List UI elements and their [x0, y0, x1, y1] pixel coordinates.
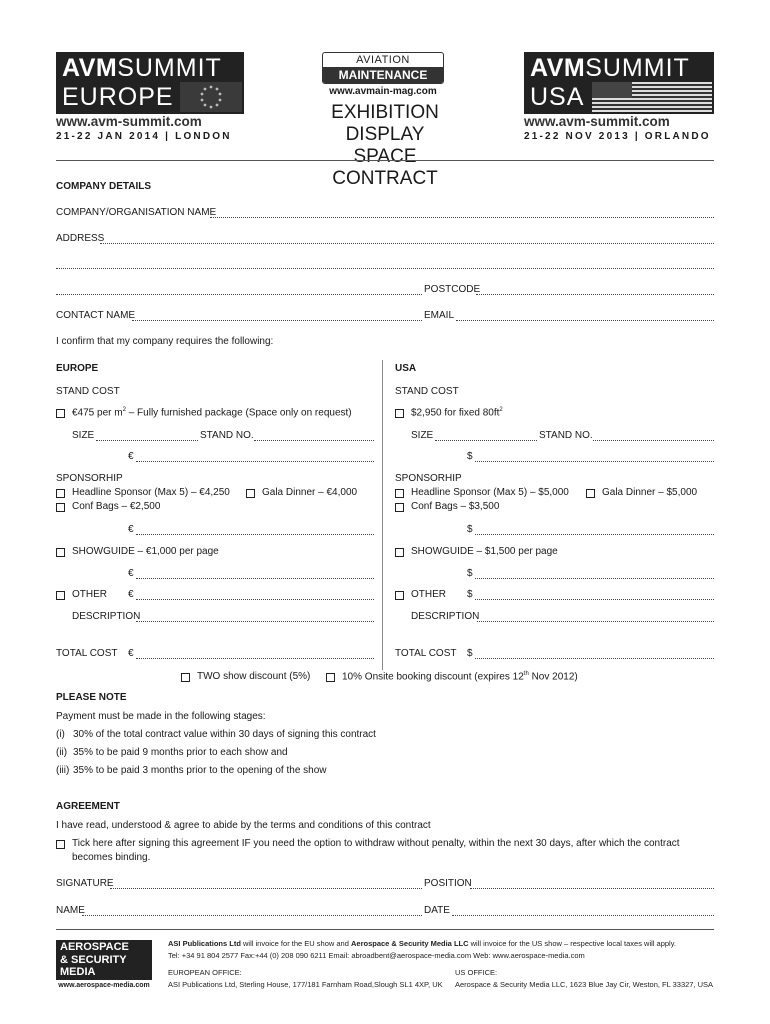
- address-label: ADDRESS: [56, 233, 105, 244]
- payment-intro: Payment must be made in the following stages:: [56, 711, 266, 722]
- us-stand-no-field[interactable]: [593, 431, 714, 441]
- us-total-field[interactable]: [475, 649, 714, 659]
- us-url: www.avm-summit.com: [524, 114, 670, 129]
- eu-currency: €: [128, 568, 134, 579]
- us-currency: $: [467, 568, 473, 579]
- us-bags-label: Conf Bags – $3,500: [411, 501, 500, 512]
- us-package-sup: 2: [499, 407, 503, 413]
- us-gala-label: Gala Dinner – $5,000: [602, 487, 698, 498]
- eu-other-label: OTHER: [72, 589, 107, 600]
- us-showguide-label: SHOWGUIDE – $1,500 per page: [411, 546, 558, 557]
- contact-info: Tel: +34 91 804 2577 Fax:+44 (0) 208 090 6211 Email: abroadbent@aerospace-media.com Web: www.aerospace-media.com: [168, 951, 585, 960]
- eu-url: www.avm-summit.com: [56, 114, 202, 129]
- eu-description-field[interactable]: [136, 612, 374, 622]
- us-headline-checkbox[interactable]: [395, 489, 404, 498]
- invoice-note: [168, 939, 676, 948]
- usa-heading: USA: [395, 363, 417, 374]
- name-field[interactable]: [82, 906, 422, 916]
- eu-stand-amount-field[interactable]: [136, 452, 374, 462]
- eu-gala-label: Gala Dinner – €4,000: [262, 487, 358, 498]
- us-headline-label: Headline Sponsor (Max 5) – $5,000: [411, 487, 569, 498]
- us-package-text: $2,950 for fixed 80ft: [411, 407, 500, 419]
- us-package-checkbox[interactable]: [395, 409, 404, 418]
- eu-currency: €: [128, 589, 134, 600]
- logo-line: AEROSPACE: [60, 941, 129, 953]
- us-size-field[interactable]: [435, 431, 537, 441]
- us-package-label: [411, 407, 503, 418]
- eu-stand-cost-label: STAND COST: [56, 386, 120, 397]
- eu-description-label: DESCRIPTION: [72, 611, 141, 622]
- eu-office-address: ASI Publications Ltd, Sterling House, 177/181 Farnham Road,Slough SL1 4XP, UK: [168, 980, 443, 989]
- eu-total-label: TOTAL COST: [56, 648, 118, 659]
- agreement-text: I have read, understood & agree to abide by the terms and conditions of this contract: [56, 820, 431, 831]
- logo-region: EUROPE: [62, 83, 174, 111]
- eu-package-text: €475 per m: [72, 407, 123, 419]
- eu-package-sup: 2: [122, 407, 126, 413]
- date-label: DATE: [424, 905, 450, 916]
- invoice-end: will invoice for the US show – respective local taxes will apply.: [468, 939, 676, 948]
- us-gala-checkbox[interactable]: [586, 489, 595, 498]
- logo-region: USA: [530, 83, 585, 111]
- onsite-discount-label: [342, 671, 578, 682]
- withdraw-option-checkbox[interactable]: [56, 840, 65, 849]
- eu-headline-label: Headline Sponsor (Max 5) – €4,250: [72, 487, 230, 498]
- eu-size-field[interactable]: [96, 431, 198, 441]
- agreement-heading: AGREEMENT: [56, 801, 120, 812]
- onsite-discount-checkbox[interactable]: [326, 673, 335, 682]
- us-stand-no-label: STAND NO.: [539, 430, 593, 441]
- us-size-label: SIZE: [411, 430, 434, 441]
- contact-name-label: CONTACT NAME: [56, 310, 136, 321]
- us-currency: $: [467, 589, 473, 600]
- eu-showguide-label: SHOWGUIDE – €1,000 per page: [72, 546, 219, 557]
- asm-name: Aerospace & Security Media LLC: [350, 939, 469, 948]
- us-description-field[interactable]: [477, 612, 714, 622]
- us-showguide-checkbox[interactable]: [395, 548, 404, 557]
- europe-heading: EUROPE: [56, 363, 99, 374]
- avm-summit-usa-logo: [524, 52, 714, 114]
- am-top: AVIATION: [356, 54, 410, 66]
- logo-line: & SECURITY: [60, 953, 127, 966]
- page-title: [300, 102, 470, 190]
- eu-office-label: EUROPEAN OFFICE:: [168, 968, 242, 977]
- header-divider: [56, 160, 714, 161]
- eu-stand-no-field[interactable]: [254, 431, 374, 441]
- us-currency: $: [467, 524, 473, 535]
- address-field-3[interactable]: [56, 285, 422, 295]
- withdraw-option-label-2: becomes binding.: [72, 852, 151, 863]
- us-bags-checkbox[interactable]: [395, 503, 404, 512]
- payment-item-num: (ii): [56, 747, 68, 758]
- us-currency: $: [467, 451, 473, 462]
- logo-brand: AVM: [62, 54, 118, 82]
- am-url: www.avmain-mag.com: [329, 86, 437, 97]
- position-label: POSITION: [424, 878, 472, 889]
- us-flag-icon: [592, 82, 712, 112]
- eu-headline-checkbox[interactable]: [56, 489, 65, 498]
- us-other-amount-field[interactable]: [475, 590, 714, 600]
- logo-brand-thin: SUMMIT: [117, 54, 222, 82]
- eu-bags-label: Conf Bags – €2,500: [72, 501, 161, 512]
- company-details-heading: COMPANY DETAILS: [56, 181, 152, 192]
- us-sponsorship-label: SPONSORHIP: [395, 473, 462, 484]
- am-bottom: MAINTENANCE: [323, 67, 443, 83]
- us-stand-cost-label: STAND COST: [395, 386, 459, 397]
- eu-gala-checkbox[interactable]: [246, 489, 255, 498]
- eu-total-field[interactable]: [136, 649, 374, 659]
- signature-field[interactable]: [110, 879, 422, 889]
- title-line-2: SPACE CONTRACT: [332, 146, 438, 189]
- two-show-discount-label: TWO show discount (5%): [197, 671, 311, 682]
- payment-item-text: 35% to be paid 9 months prior to each show and: [73, 747, 288, 758]
- eu-package-checkbox[interactable]: [56, 409, 65, 418]
- signature-label: SIGNATURE: [56, 878, 114, 889]
- please-note-heading: PLEASE NOTE: [56, 692, 127, 703]
- eu-currency: €: [128, 451, 134, 462]
- eu-package-rest: – Fully furnished package (Space only on request): [125, 407, 352, 419]
- logo-brand-thin: SUMMIT: [585, 54, 690, 82]
- eu-date: 21-22 JAN 2014 | LONDON: [56, 131, 232, 142]
- footer-divider: [56, 929, 714, 930]
- email-label: EMAIL: [424, 310, 455, 321]
- eu-package-label: [72, 407, 352, 418]
- eu-other-amount-field[interactable]: [136, 590, 374, 600]
- us-other-checkbox[interactable]: [395, 591, 404, 600]
- two-show-discount-checkbox[interactable]: [181, 673, 190, 682]
- eu-other-checkbox[interactable]: [56, 591, 65, 600]
- org-name-field[interactable]: [210, 208, 714, 218]
- onsite-text-b: Nov 2012): [528, 671, 578, 683]
- us-showguide-amount-field[interactable]: [475, 569, 714, 579]
- onsite-sup: th: [523, 671, 529, 677]
- eu-sponsorship-label: SPONSORHIP: [56, 473, 123, 484]
- us-currency: $: [467, 648, 473, 659]
- column-divider: [382, 360, 383, 670]
- avm-summit-europe-logo: [56, 52, 244, 114]
- postcode-field[interactable]: [476, 285, 714, 295]
- title-line-1: EXHIBITION DISPLAY: [331, 102, 439, 145]
- position-field[interactable]: [470, 879, 714, 889]
- address-field-2[interactable]: [56, 259, 714, 269]
- logo-brand: AVM: [530, 54, 586, 82]
- us-office-label: US OFFICE:: [455, 968, 498, 977]
- org-name-label: COMPANY/ORGANISATION NAME: [56, 207, 217, 218]
- us-office-address: Aerospace & Security Media LLC, 1623 Blue Jay Cir, Weston, FL 33327, USA: [455, 980, 714, 989]
- payment-item-num: (iii): [56, 765, 70, 776]
- eu-currency: €: [128, 524, 134, 535]
- aviation-maintenance-logo: [322, 52, 444, 84]
- withdraw-option-label: Tick here after signing this agreement IF you need the option to withdraw without penalty, within the next 30 days, after which the contract: [72, 838, 680, 849]
- us-date: 21-22 NOV 2013 | ORLANDO: [524, 131, 711, 142]
- us-sponsorship-amount-field[interactable]: [475, 525, 714, 535]
- logo-line: MEDIA: [60, 966, 96, 978]
- eu-flag-icon: [180, 82, 242, 112]
- invoice-mid: will invoice for the EU show and: [240, 939, 351, 948]
- date-field[interactable]: [452, 906, 714, 916]
- email-field[interactable]: [456, 311, 714, 321]
- eu-size-label: SIZE: [72, 430, 95, 441]
- onsite-text-a: 10% Onsite booking discount (expires 12: [342, 671, 524, 683]
- contact-name-field[interactable]: [132, 311, 422, 321]
- payment-item-num: (i): [56, 729, 65, 740]
- aerospace-security-media-logo: [56, 940, 152, 980]
- eu-sponsorship-amount-field[interactable]: [136, 525, 374, 535]
- address-field-1[interactable]: [100, 234, 714, 244]
- eu-showguide-checkbox[interactable]: [56, 548, 65, 557]
- payment-item-text: 30% of the total contract value within 30 days of signing this contract: [73, 729, 376, 740]
- us-description-label: DESCRIPTION: [411, 611, 480, 622]
- eu-bags-checkbox[interactable]: [56, 503, 65, 512]
- confirm-text: I confirm that my company requires the following:: [56, 336, 274, 347]
- eu-showguide-amount-field[interactable]: [136, 569, 374, 579]
- asi-name: ASI Publications Ltd: [168, 939, 241, 948]
- payment-item-text: 35% to be paid 3 months prior to the opening of the show: [73, 765, 327, 776]
- eu-currency: €: [128, 648, 134, 659]
- aerospace-media-url: www.aerospace-media.com: [58, 982, 150, 989]
- eu-stand-no-label: STAND NO.: [200, 430, 254, 441]
- postcode-label: POSTCODE: [424, 284, 481, 295]
- us-stand-amount-field[interactable]: [475, 452, 714, 462]
- us-total-label: TOTAL COST: [395, 648, 457, 659]
- us-other-label: OTHER: [411, 589, 446, 600]
- name-label: NAME: [56, 905, 85, 916]
